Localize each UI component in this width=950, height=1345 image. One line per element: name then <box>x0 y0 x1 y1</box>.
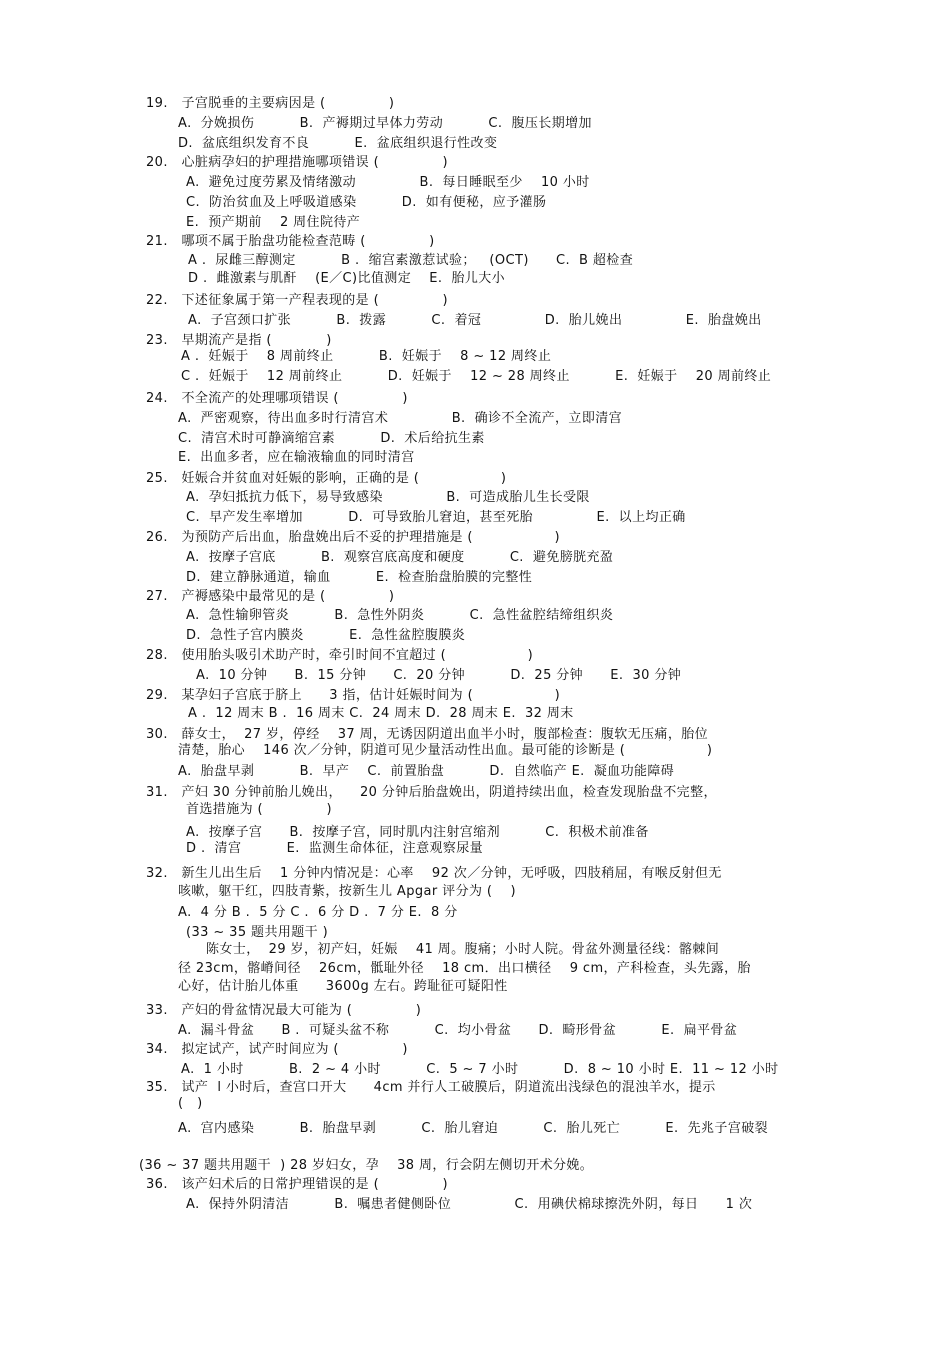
text-line: 30. 薛女士， 27 岁，停经 37 周，无诱因阴道出血半小时，腹部检查：腹软无压痛，胎位 <box>146 727 709 742</box>
text-line: A . 12 周末 B . 16 周末 C. 24 周末 D. 28 周末 E. 32 周末 <box>188 706 574 721</box>
text-line: A. 胎盘早剥 B. 早产 C. 前置胎盘 D. 自然临产 E. 凝血功能障碍 <box>178 764 675 779</box>
text-line: A. 按摩子宫 B. 按摩子宫，同时肌内注射宫缩剂 C. 积极术前准备 <box>186 825 649 840</box>
text-line: 36. 该产妇术后的日常护理错误的是 ( ) <box>146 1177 448 1192</box>
text-line: 首选措施为 ( ) <box>186 802 332 817</box>
text-line: D. 盆底组织发育不良 E. 盆底组织退行性改变 <box>178 136 498 151</box>
text-line: 清楚，胎心 146 次／分钟，阴道可见少量活动性出血。最可能的诊断是 ( ) <box>178 743 713 758</box>
text-line: E. 预产期前 2 周住院待产 <box>186 215 361 230</box>
text-line: ( ) <box>178 1096 203 1111</box>
text-line: D . 雌激素与肌酐 (E／C)比值测定 E. 胎儿大小 <box>188 271 506 286</box>
text-line: A . 尿雌三醇测定 B . 缩宫素激惹试验； (OCT) C. B 超检查 <box>188 253 634 268</box>
text-line: 28. 使用胎头吸引术助产时，牵引时间不宜超过 ( ) <box>146 648 534 663</box>
text-line: 24. 不全流产的处理哪项错误 ( ) <box>146 391 408 406</box>
text-line: 29. 某孕妇子宫底于脐上 3 指，估计妊娠时间为 ( ) <box>146 688 561 703</box>
text-line: D . 清宫 E. 监测生命体征，注意观察尿量 <box>186 841 484 856</box>
text-line: (33 ~ 35 题共用题干 ) <box>186 925 329 940</box>
text-line: A. 10 分钟 B. 15 分钟 C. 20 分钟 D. 25 分钟 E. 30 分钟 <box>196 668 682 683</box>
text-line: 31. 产妇 30 分钟前胎儿娩出， 20 分钟后胎盘娩出，阴道持续出血，检查发现胎盘不完整， <box>146 785 717 800</box>
text-line: D. 急性子宫内膜炎 E. 急性盆腔腹膜炎 <box>186 628 466 643</box>
text-line: 34. 拟定试产，试产时间应为 ( ) <box>146 1042 408 1057</box>
text-line: A. 4 分 B . 5 分 C . 6 分 D . 7 分 E. 8 分 <box>178 905 458 920</box>
text-line: 陈女士， 29 岁，初产妇，妊娠 41 周。腹痛；小时人院。骨盆外测量径线：髂棘间 <box>206 942 720 957</box>
text-line: C. 早产发生率增加 D. 可导致胎儿窘迫，甚至死胎 E. 以上均正确 <box>186 510 686 525</box>
text-line: A. 孕妇抵抗力低下，易导致感染 B. 可造成胎儿生长受限 <box>186 490 590 505</box>
text-line: 21. 哪项不属于胎盘功能检查范畴 ( ) <box>146 234 435 249</box>
text-line: (36 ~ 37 题共用题干 ) 28 岁妇女，孕 38 周，行会阴左侧切开术分娩。 <box>139 1158 594 1173</box>
text-line: A. 宫内感染 B. 胎盘早剥 C. 胎儿窘迫 C. 胎儿死亡 E. 先兆子宫破裂 <box>178 1121 769 1136</box>
text-line: 32. 新生儿出生后 1 分钟内情况是：心率 92 次／分钟，无呼吸，四肢稍屈，有喉反射但无 <box>146 866 722 881</box>
text-line: D. 建立静脉通道，输血 E. 检查胎盘胎膜的完整性 <box>186 570 533 585</box>
text-line: A . 妊娠于 8 周前终止 B. 妊娠于 8 ~ 12 周终止 <box>181 349 552 364</box>
text-line: 25. 妊娠合并贫血对妊娠的影响，正确的是 ( ) <box>146 471 507 486</box>
text-line: 35. 试产 l 小时后，查宫口开大 4cm 并行人工破膜后，阴道流出浅绿色的混浊羊水，提示 <box>146 1080 716 1095</box>
text-line: 咳嗽，躯干红，四肢青紫，按新生儿 Apgar 评分为 ( ) <box>178 884 516 899</box>
text-line: A. 1 小时 B. 2 ~ 4 小时 C. 5 ~ 7 小时 D. 8 ~ 10 小时 E. 11 ~ 12 小时 <box>181 1062 779 1077</box>
text-line: A. 避免过度劳累及情绪激动 B. 每日睡眠至少 10 小时 <box>186 175 590 190</box>
text-line: A. 按摩子宫底 B. 观察宫底高度和硬度 C. 避免膀胱充盈 <box>186 550 614 565</box>
text-line: 27. 产褥感染中最常见的是 ( ) <box>146 589 395 604</box>
text-line: A. 保持外阴清洁 B. 嘱患者健侧卧位 C. 用碘伏棉球擦洗外阴，每日 1 次 <box>186 1197 753 1212</box>
text-line: A. 分娩损伤 B. 产褥期过早体力劳动 C. 腹压长期增加 <box>178 116 592 131</box>
text-line: 23. 早期流产是指 ( ) <box>146 333 332 348</box>
text-line: 心好，估计胎儿体重 3600g 左右。跨耻征可疑阳性 <box>178 979 508 994</box>
text-line: 径 23cm，髂嵴间径 26cm，骶耻外径 18 cm．出口横径 9 cm，产科检查，头先露，胎 <box>178 961 751 976</box>
text-line: C. 清宫术时可静滴缩宫素 D. 术后给抗生素 <box>178 431 485 446</box>
text-line: 26. 为预防产后出血，胎盘娩出后不妥的护理措施是 ( ) <box>146 530 560 545</box>
text-line: 19. 子宫脱垂的主要病因是 ( ) <box>146 96 395 111</box>
text-line: A. 急性输卵管炎 B. 急性外阴炎 C. 急性盆腔结缔组织炎 <box>186 608 614 623</box>
text-line: A. 子宫颈口扩张 B. 拨露 C. 着冠 D. 胎儿娩出 E. 胎盘娩出 <box>188 313 762 328</box>
text-line: 33. 产妇的骨盆情况最大可能为 ( ) <box>146 1003 422 1018</box>
text-line: 22. 下述征象属于第一产程表现的是 ( ) <box>146 293 448 308</box>
text-line: C . 妊娠于 12 周前终止 D. 妊娠于 12 ~ 28 周终止 E. 妊娠于 20 周前终止 <box>181 369 772 384</box>
text-line: C. 防治贫血及上呼吸道感染 D. 如有便秘，应予灌肠 <box>186 195 547 210</box>
text-line: A. 严密观察，待出血多时行清宫术 B. 确诊不全流产，立即清宫 <box>178 411 623 426</box>
text-line: 20. 心脏病孕妇的护理措施哪项错误 ( ) <box>146 155 448 170</box>
text-line: A. 漏斗骨盆 B . 可疑头盆不称 C. 均小骨盆 D. 畸形骨盆 E. 扁平骨盆 <box>178 1023 738 1038</box>
text-line: E. 出血多者，应在输液输血的同时清宫 <box>178 450 415 465</box>
